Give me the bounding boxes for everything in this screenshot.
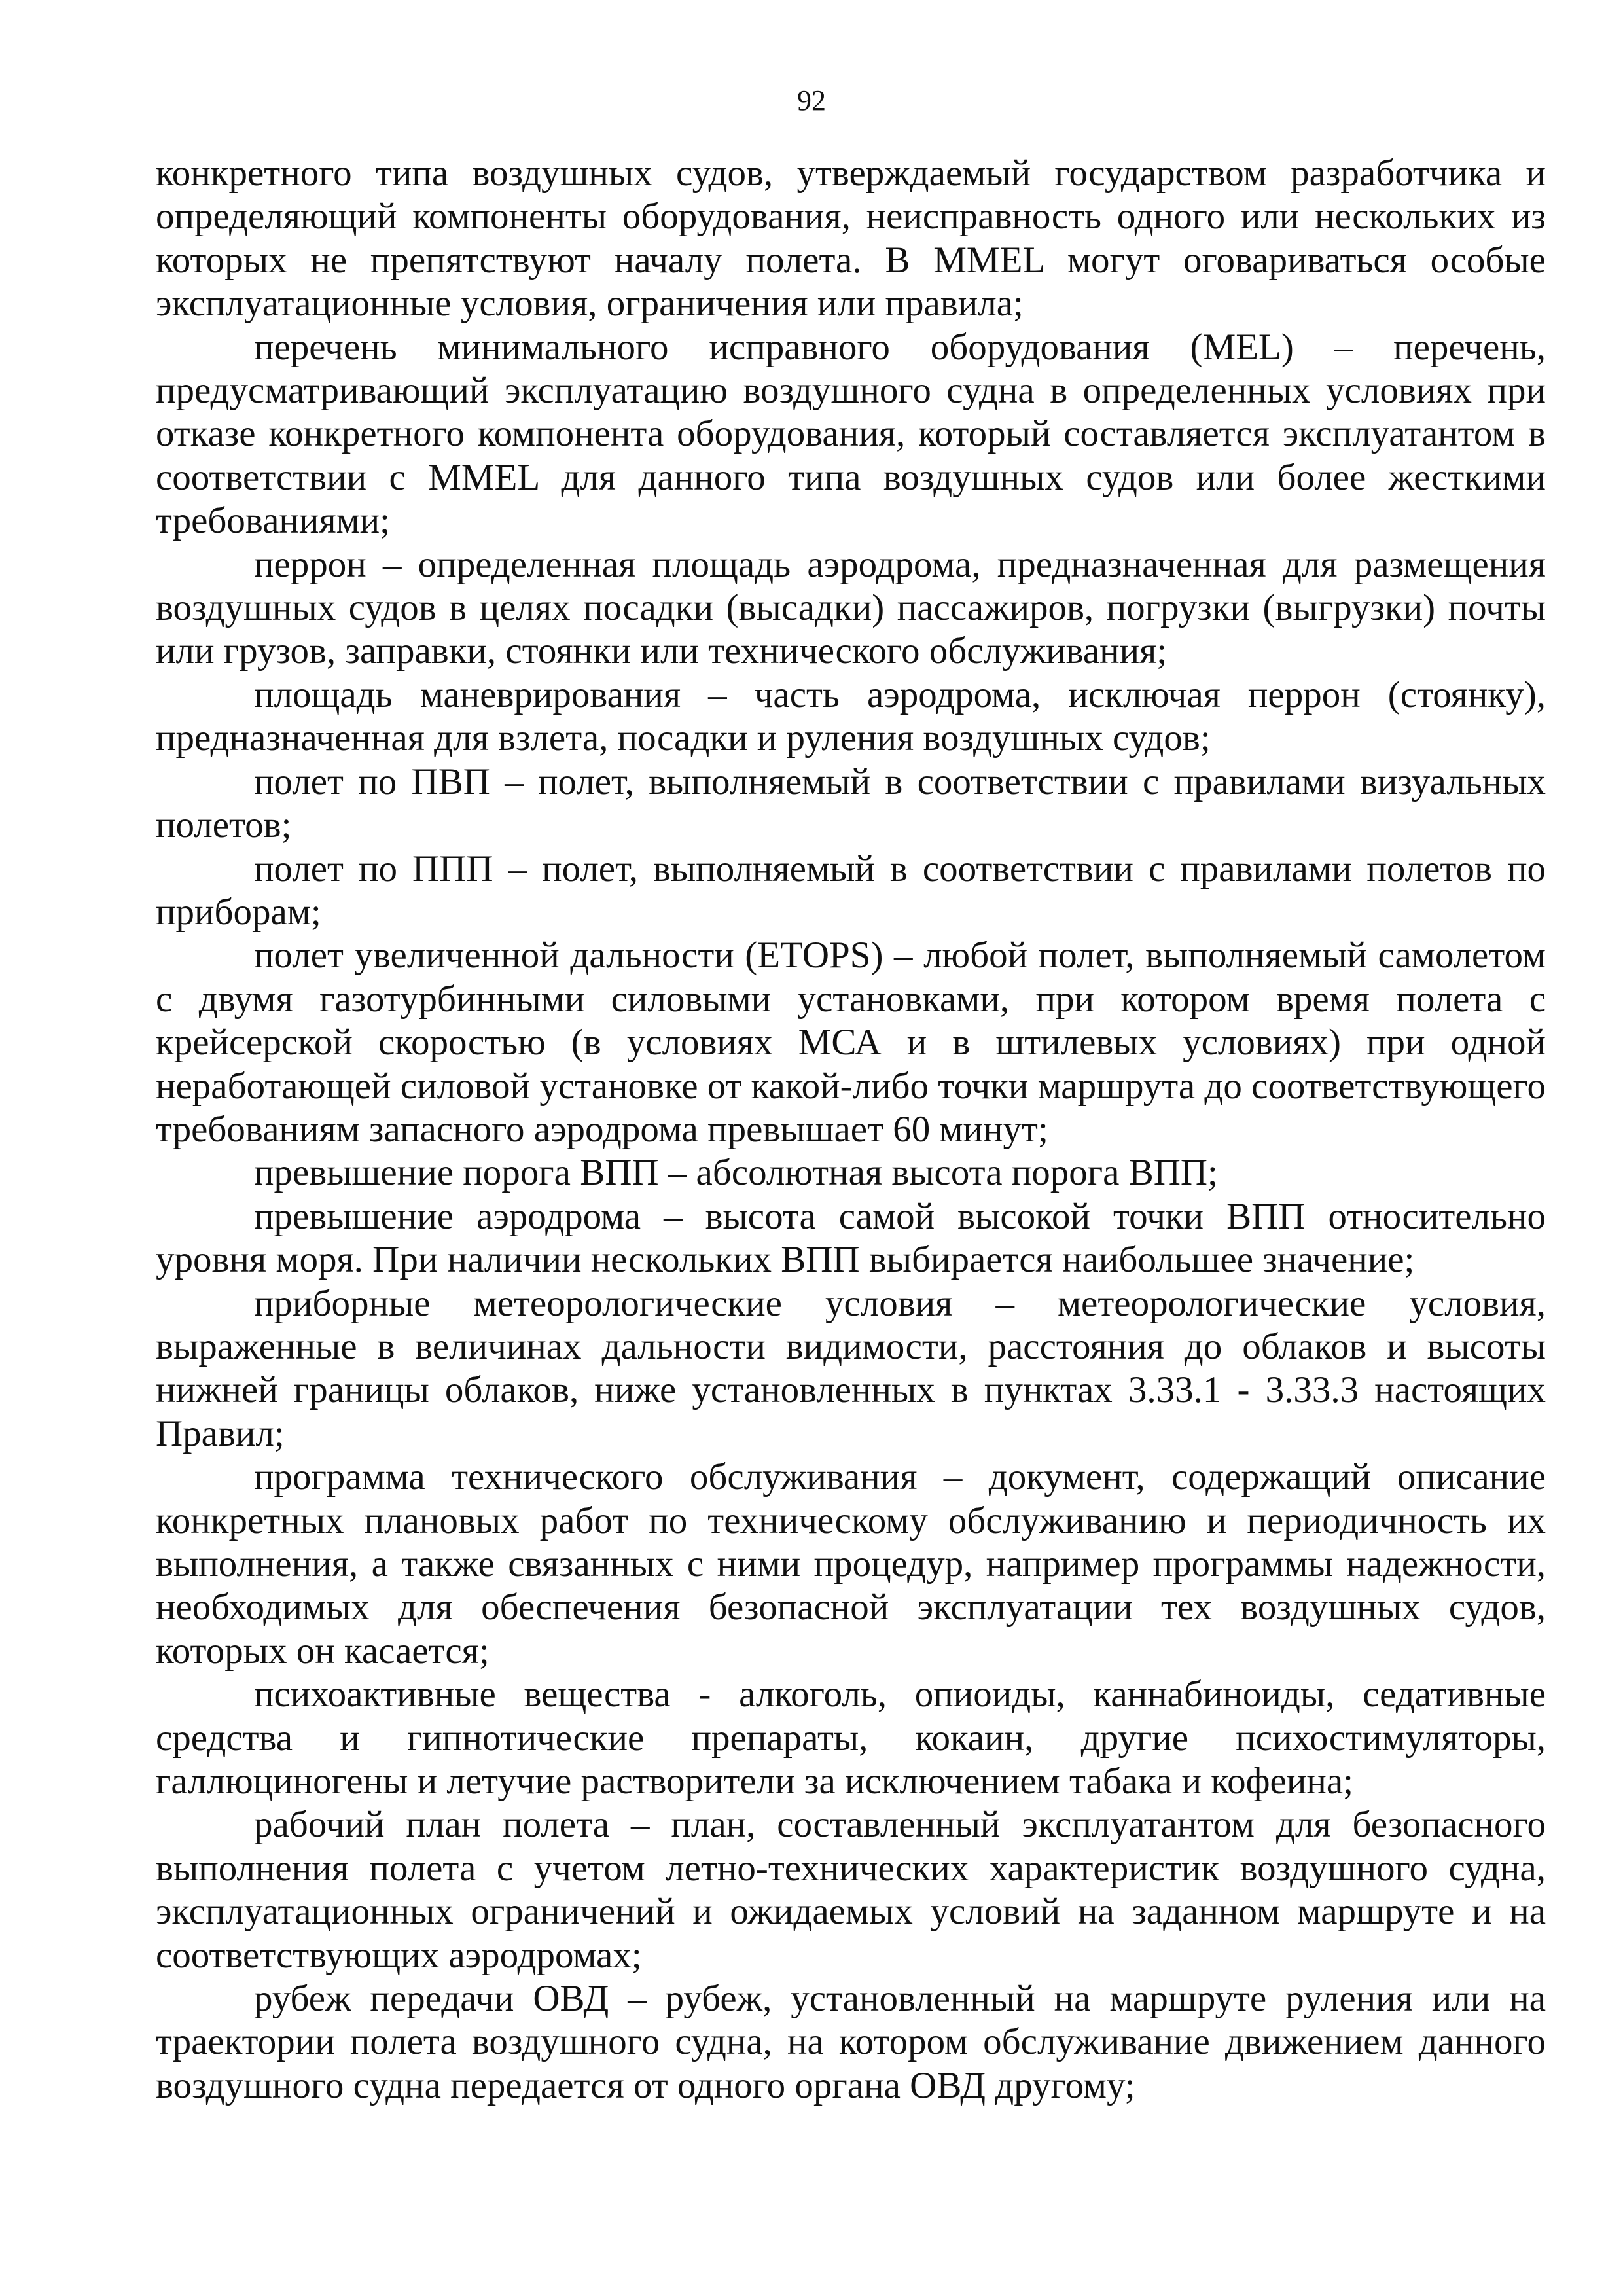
body-text (156, 152, 1546, 2108)
page-number: 92 (797, 84, 826, 117)
paragraph-apron: перрон – определенная площадь аэродрома, предназначенная для размещения воздушных судов в целях посадки (высадки) пассажиров, погрузки (выгрузки) почты или грузов, заправки, стоянки или технического обслуживания; (156, 543, 1546, 672)
paragraph-etops: полет увеличенной дальности (ETOPS) – любой полет, выполняемый самолетом с двумя газотурбинными силовыми установками, при котором время полета с крейсерской скоростью (в условиях МСА и в штилевых условиях) при одной неработающей силовой установке от какой-либо точки маршрута до соответствующего требованиям запасного аэродрома превышает 60 минут; (156, 935, 1546, 1150)
paragraph-vfr-flight: полет по ПВП – полет, выполняемый в соответствии с правилами визуальных полетов; (156, 761, 1546, 846)
paragraph-imc: приборные метеорологические условия – метеорологические условия, выраженные в величинах дальности видимости, расстояния до облаков и высоты нижней границы облаков, ниже установленных в пунктах 3.33.1 - 3.33.3 настоящих Правил; (156, 1282, 1546, 1454)
paragraph-aerodrome-elevation: превышение аэродрома – высота самой высокой точки ВПП относительно уровня моря. При наличии нескольких ВПП выбирается наибольшее значение; (156, 1195, 1546, 1281)
paragraph-mmel-continuation: конкретного типа воздушных судов, утверждаемый государством разработчика и определяющий компоненты оборудования, неисправность одного или нескольких из которых не препятствуют началу полета. В MMEL могут оговариваться особые эксплуатационные условия, ограничения или правила; (156, 152, 1546, 325)
paragraph-maneuvering-area: площадь маневрирования – часть аэродрома, исключая перрон (стоянку), предназначенная для взлета, посадки и руления воздушных судов; (156, 673, 1546, 759)
paragraph-ats-transfer-point: рубеж передачи ОВД – рубеж, установленный на маршруте руления или на траектории полета воздушного судна, на котором обслуживание движением данного воздушного судна передается от одного органа ОВД другому; (156, 1978, 1546, 2106)
paragraph-ifr-flight: полет по ППП – полет, выполняемый в соответствии с правилами полетов по приборам; (156, 848, 1546, 933)
paragraph-psychoactive-substances: психоактивные вещества - алкоголь, опиоиды, каннабиноиды, седативные средства и гипнотические препараты, кокаин, другие психостимуляторы, галлюциногены и летучие растворители за исключением табака и кофеина; (156, 1674, 1546, 1803)
paragraph-mel: перечень минимального исправного оборудования (MEL) – перечень, предусматривающий эксплуатацию воздушного судна в определенных условиях при отказе конкретного компонента оборудования, который составляется эксплуатантом в соответствии с MMEL для данного типа воздушных судов или более жесткими требованиями; (156, 326, 1546, 542)
paragraph-threshold-elevation: превышение порога ВПП – абсолютная высота порога ВПП; (254, 1152, 1218, 1194)
paragraph-operational-flight-plan: рабочий план полета – план, составленный эксплуатантом для безопасного выполнения полета с учетом летно-технических характеристик воздушного судна, эксплуатационных ограничений и ожидаемых условий на заданном маршруте и на соответствующих аэродромах; (156, 1804, 1546, 1976)
paragraph-maintenance-program: программа технического обслуживания – документ, содержащий описание конкретных плановых работ по техническому обслуживанию и периодичность их выполнения, а также связанных с ними процедур, например программы надежности, необходимых для обеспечения безопасной эксплуатации тех воздушных судов, которых он касается; (156, 1456, 1546, 1672)
